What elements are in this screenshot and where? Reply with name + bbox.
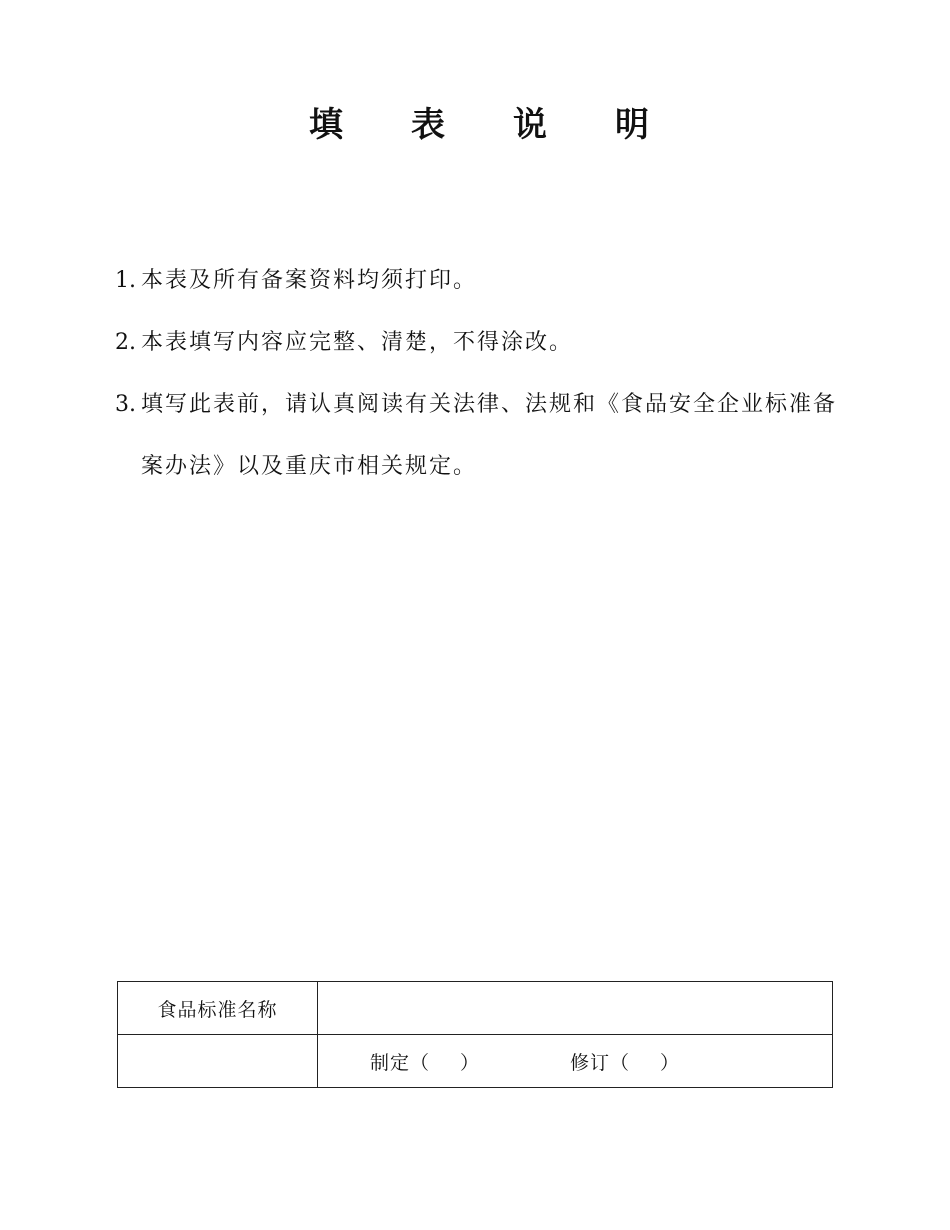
table-row: [118, 982, 833, 1035]
standard-type-cell: [318, 1035, 833, 1088]
title-char-1: 填: [309, 105, 343, 145]
instruction-text: 填写此表前，请认真阅读有关法律、法规和《食品安全企业标准备案办法》以及重庆市相关规定。: [141, 392, 838, 479]
revise-option[interactable]: [570, 1048, 680, 1075]
instruction-text: 本表及所有备案资料均须打印。: [141, 268, 478, 293]
standard-name-field[interactable]: [318, 982, 833, 1035]
instruction-item: [115, 312, 840, 374]
instruction-item: [115, 374, 840, 498]
revise-option-label: 修订（: [570, 1051, 631, 1074]
standard-type-label: [118, 1035, 318, 1088]
standard-info-table: [117, 981, 833, 1088]
revise-option-close: ）: [660, 1051, 681, 1074]
title-char-4: 明: [615, 105, 649, 145]
table-row: [118, 1035, 833, 1088]
instruction-number: 1.: [115, 268, 136, 293]
establish-option[interactable]: [370, 1048, 480, 1075]
page-title: [0, 100, 950, 150]
instruction-number: 3.: [115, 392, 136, 417]
establish-option-label: 制定（: [370, 1051, 431, 1074]
instruction-text: 本表填写内容应完整、清楚，不得涂改。: [141, 330, 574, 355]
instruction-item: [115, 250, 840, 312]
standard-name-label: 食品标准名称: [118, 982, 318, 1035]
title-char-2: 表: [411, 105, 445, 145]
establish-option-close: ）: [460, 1051, 481, 1074]
instruction-list: [115, 250, 840, 498]
title-char-3: 说: [513, 105, 547, 145]
instruction-number: 2.: [115, 330, 136, 355]
